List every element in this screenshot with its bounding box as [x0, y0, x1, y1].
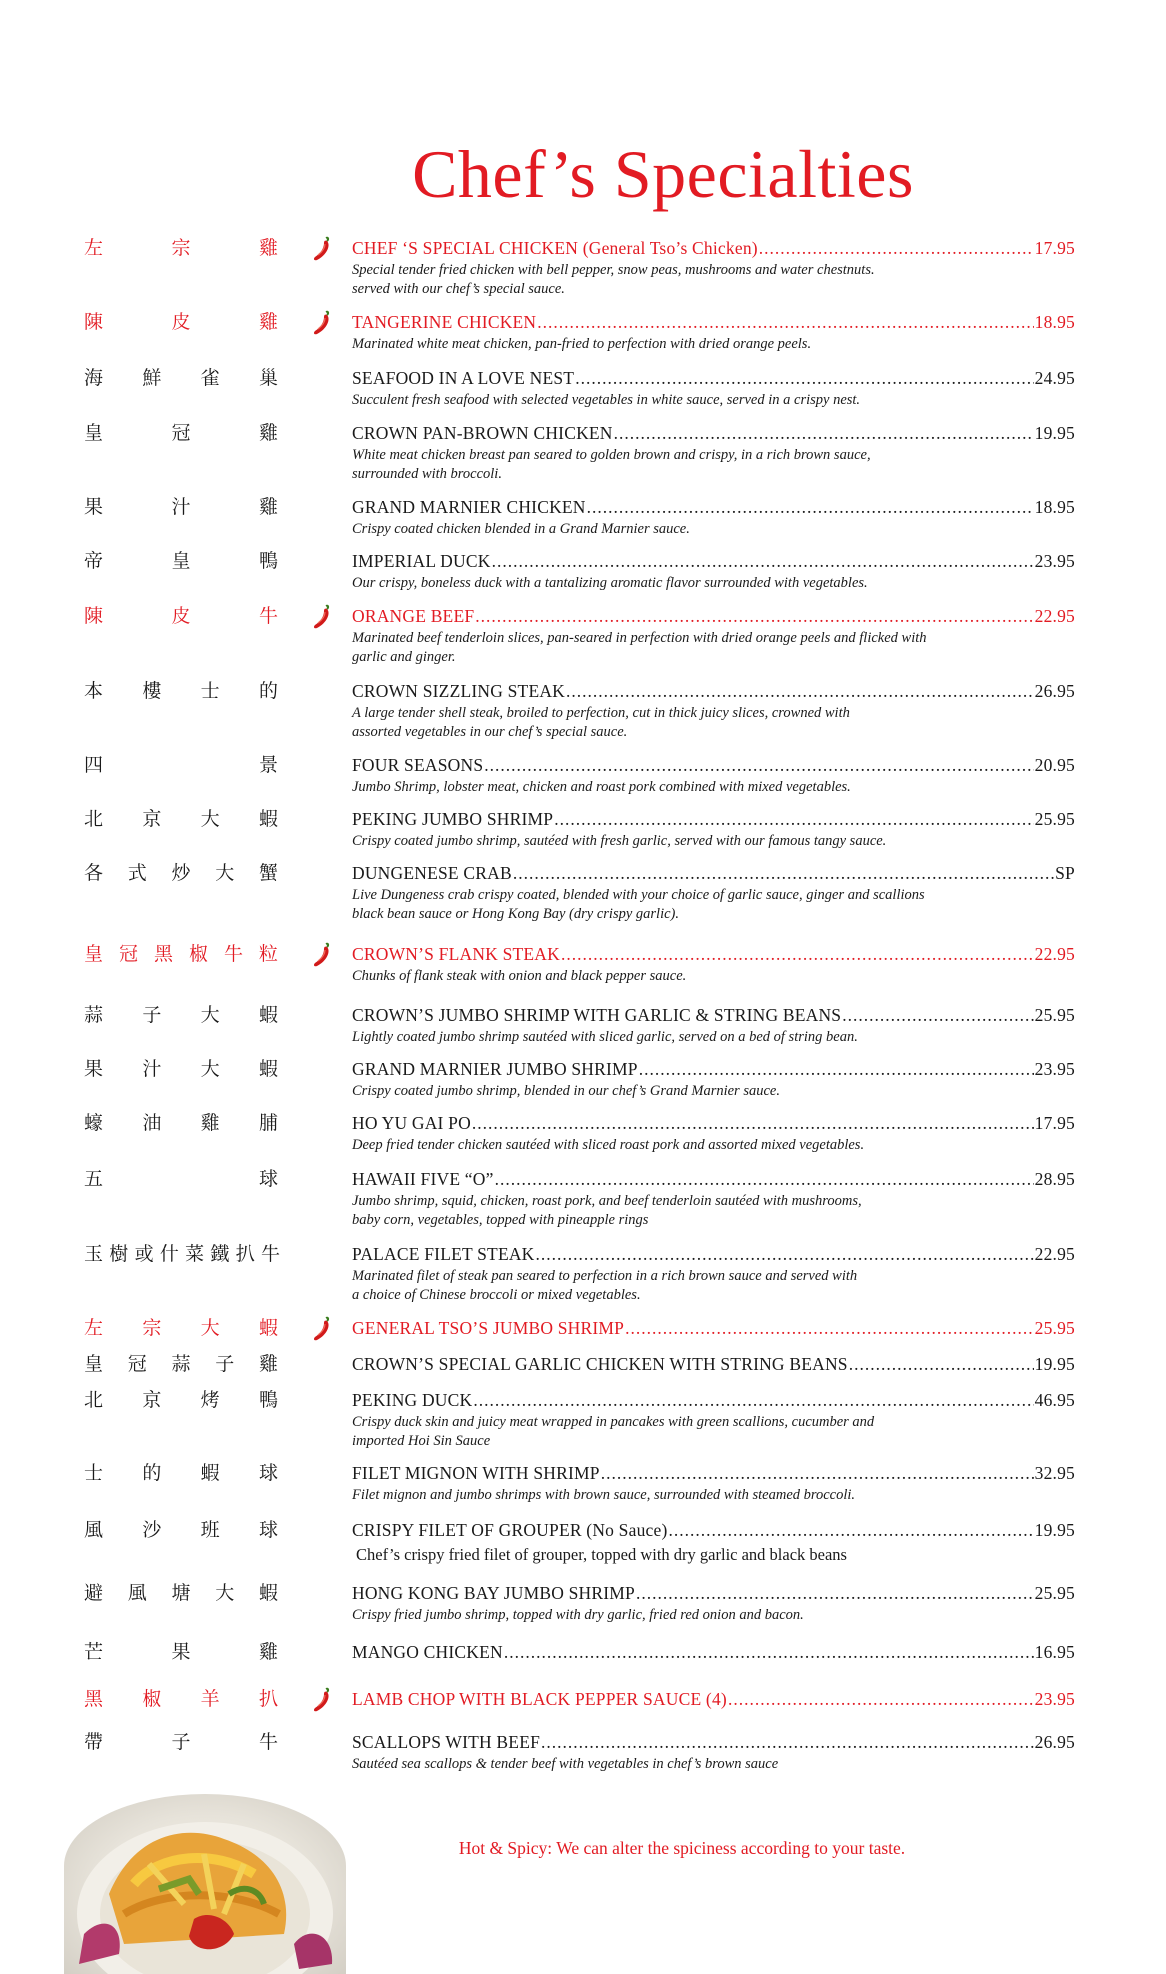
dish-name: DUNGENESE CRAB: [352, 863, 512, 883]
hot-pepper-icon: [311, 942, 333, 968]
chinese-name: [84, 942, 278, 966]
chinese-char: 大: [200, 808, 220, 830]
chinese-char: 扒: [235, 1243, 255, 1265]
dish-line: [352, 497, 1075, 518]
chinese-char: 大: [215, 862, 235, 884]
dish-description: Jumbo shrimp, squid, chicken, roast pork, and beef tenderloin sautéed with mushrooms, baby corn, vegetables, topped with pineapple rings: [352, 1193, 862, 1228]
chinese-char: 式: [127, 862, 147, 884]
dish-description: Lightly coated jumbo shrimp sautéed with sliced garlic, served on a bed of string bean.: [352, 1029, 858, 1045]
dot-leader: [728, 1689, 1034, 1710]
chinese-char: 球: [258, 1168, 278, 1190]
dish-line: [352, 368, 1075, 389]
chinese-name: [84, 1518, 278, 1542]
dish-price: 24.95: [1034, 368, 1075, 388]
chinese-char: 班: [200, 1519, 220, 1541]
chinese-char: 皇: [84, 1353, 104, 1375]
dish-description: A large tender shell steak, broiled to perfection, cut in thick juicy slices, crowned with assorted vegetables in our chef’s special sauce.: [352, 705, 850, 740]
chinese-char: 果: [84, 1058, 104, 1080]
chinese-char: 北: [84, 808, 104, 830]
chinese-char: 雞: [258, 1641, 278, 1663]
dish-name: CROWN’S FLANK STEAK: [352, 944, 560, 964]
chinese-char: 球: [258, 1519, 278, 1541]
dish-line: [352, 755, 1075, 776]
dot-leader: [601, 1463, 1034, 1484]
chinese-char: 京: [142, 1389, 162, 1411]
chinese-name: [84, 753, 278, 777]
dish-price: 25.95: [1034, 1583, 1075, 1603]
dish-description: Live Dungeness crab crispy coated, blended with your choice of garlic sauce, ginger and scallions black bean sauce or Hong Kong Bay (dry crispy garlic).: [352, 887, 925, 922]
chinese-name: [84, 366, 278, 390]
dish-line: [352, 1059, 1075, 1080]
dish-name: ORANGE BEEF: [352, 606, 475, 626]
chinese-char: 玉: [84, 1243, 104, 1265]
chinese-char: 鴨: [258, 550, 278, 572]
chinese-char: 雞: [258, 496, 278, 518]
chinese-name: [84, 1581, 278, 1605]
dish-name: LAMB CHOP WITH BLACK PEPPER SAUCE (4): [352, 1689, 727, 1709]
chinese-name: [84, 861, 278, 885]
chinese-name: [84, 1111, 278, 1135]
dot-leader: [587, 497, 1034, 518]
dish-description: Special tender fried chicken with bell pepper, snow peas, mushrooms and water chestnuts. served with our chef’s special sauce.: [352, 262, 875, 297]
chinese-char: 蒜: [171, 1353, 191, 1375]
chinese-char: 景: [258, 754, 278, 776]
chinese-char: 蒜: [84, 1004, 104, 1026]
chinese-char: 皮: [171, 605, 191, 627]
dish-price: 25.95: [1034, 1005, 1075, 1025]
dish-name: FILET MIGNON WITH SHRIMP: [352, 1463, 600, 1483]
dish-line: [352, 1354, 1075, 1375]
dish-price: 17.95: [1034, 1113, 1075, 1133]
dot-leader: [492, 551, 1034, 572]
dish-line: [352, 1463, 1075, 1484]
dot-leader: [639, 1059, 1034, 1080]
chinese-char: 或: [134, 1243, 154, 1265]
chinese-char: 五: [84, 1168, 104, 1190]
chinese-name: [84, 807, 278, 831]
chinese-char: 椒: [188, 943, 208, 965]
dish-price: 19.95: [1034, 423, 1075, 443]
dish-price: 26.95: [1034, 681, 1075, 701]
chinese-char: 鐵: [210, 1243, 230, 1265]
chinese-char: 大: [200, 1058, 220, 1080]
chinese-char: 雀: [200, 367, 220, 389]
chinese-char: 冠: [118, 943, 138, 965]
chinese-char: 京: [142, 808, 162, 830]
dot-leader: [842, 1005, 1033, 1026]
dish-price: 25.95: [1034, 1318, 1075, 1338]
dish-price: 22.95: [1034, 944, 1075, 964]
chinese-char: 椒: [142, 1688, 162, 1710]
chinese-char: 牛: [223, 943, 243, 965]
chinese-char: 冠: [171, 422, 191, 444]
dish-price: 22.95: [1034, 606, 1075, 626]
chinese-char: 沙: [142, 1519, 162, 1541]
dish-name: TANGERINE CHICKEN: [352, 312, 537, 332]
chinese-char: 汁: [142, 1058, 162, 1080]
dish-description: Chunks of flank steak with onion and black pepper sauce.: [352, 968, 687, 984]
hot-pepper-icon: [311, 310, 333, 336]
dish-price: 19.95: [1034, 1520, 1075, 1540]
dish-name: GRAND MARNIER JUMBO SHRIMP: [352, 1059, 638, 1079]
chinese-char: 蝦: [258, 1058, 278, 1080]
dish-line: [352, 1169, 1075, 1190]
chinese-name: [84, 604, 278, 628]
chinese-char: 塘: [171, 1582, 191, 1604]
chinese-char: 羊: [200, 1688, 220, 1710]
chinese-char: 冠: [127, 1353, 147, 1375]
dot-leader: [504, 1642, 1034, 1663]
chinese-name: [84, 236, 278, 260]
chinese-char: 蟹: [258, 862, 278, 884]
chinese-char: 鮮: [142, 367, 162, 389]
chinese-char: 皮: [171, 311, 191, 333]
dish-description: White meat chicken breast pan seared to golden brown and crispy, in a rich brown sauce, surrounded with broccoli.: [352, 447, 871, 482]
page-title: Chef’s Specialties: [412, 136, 914, 212]
dish-line: [352, 1520, 1075, 1541]
hot-pepper-icon: [311, 236, 333, 262]
chinese-name: [84, 1316, 278, 1340]
dish-price: 23.95: [1034, 1689, 1075, 1709]
dish-line: [352, 238, 1075, 259]
dot-leader: [473, 1390, 1033, 1411]
dish-name: PEKING JUMBO SHRIMP: [352, 809, 554, 829]
dish-name: HO YU GAI PO: [352, 1113, 471, 1133]
chinese-char: 樹: [109, 1243, 129, 1265]
chinese-char: 油: [142, 1112, 162, 1134]
chinese-char: 子: [142, 1004, 162, 1026]
chinese-char: 蝦: [258, 808, 278, 830]
dish-description: Marinated white meat chicken, pan-fried to perfection with dried orange peels.: [352, 336, 812, 352]
chinese-char: 子: [215, 1353, 235, 1375]
chinese-char: 牛: [258, 1731, 278, 1753]
dot-leader: [495, 1169, 1034, 1190]
chinese-char: 脯: [258, 1112, 278, 1134]
chinese-char: 皇: [171, 550, 191, 572]
chinese-char: 左: [84, 237, 104, 259]
dish-line: [352, 423, 1075, 444]
dot-leader: [759, 238, 1034, 259]
chinese-name: [84, 1057, 278, 1081]
chinese-char: 雞: [258, 422, 278, 444]
dot-leader: [536, 1244, 1034, 1265]
chinese-char: 子: [171, 1731, 191, 1753]
dish-name: CRISPY FILET OF GROUPER (No Sauce): [352, 1520, 668, 1540]
dish-description: Crispy fried jumbo shrimp, topped with dry garlic, fried red onion and bacon.: [352, 1607, 804, 1623]
chinese-name: [84, 1242, 280, 1266]
chinese-char: 雞: [258, 1353, 278, 1375]
chinese-char: 蝦: [258, 1004, 278, 1026]
chinese-char: 左: [84, 1317, 104, 1339]
chinese-char: 黑: [153, 943, 173, 965]
chinese-char: 皇: [84, 422, 104, 444]
dish-name: MANGO CHICKEN: [352, 1642, 503, 1662]
dish-price: 16.95: [1034, 1642, 1075, 1662]
dish-line: [352, 1244, 1075, 1265]
dish-line: [352, 681, 1075, 702]
dish-price: 18.95: [1034, 497, 1075, 517]
dish-description: Marinated filet of steak pan seared to perfection in a rich brown sauce and served with a choice of Chinese broccoli or mixed vegetables.: [352, 1268, 858, 1303]
dish-name: FOUR SEASONS: [352, 755, 484, 775]
dish-price: 23.95: [1034, 1059, 1075, 1079]
chinese-char: 雞: [258, 237, 278, 259]
chinese-char: 宗: [171, 237, 191, 259]
chinese-char: 烤: [200, 1389, 220, 1411]
chinese-char: 菜: [185, 1243, 205, 1265]
dish-name: GRAND MARNIER CHICKEN: [352, 497, 586, 517]
hot-pepper-icon: [311, 1316, 333, 1342]
dot-leader: [513, 863, 1054, 884]
chinese-name: [84, 421, 278, 445]
dot-leader: [484, 755, 1033, 776]
dot-leader: [636, 1583, 1034, 1604]
chinese-char: 大: [215, 1582, 235, 1604]
chinese-char: 的: [142, 1462, 162, 1484]
dish-name: CROWN’S SPECIAL GARLIC CHICKEN WITH STRING BEANS: [352, 1354, 848, 1374]
chinese-name: [84, 310, 278, 334]
chinese-char: 雞: [200, 1112, 220, 1134]
chinese-char: 蝦: [258, 1582, 278, 1604]
dish-line: [352, 809, 1075, 830]
spicy-note: Hot & Spicy: We can alter the spiciness according to your taste.: [458, 1838, 906, 1858]
chinese-char: 陳: [84, 605, 104, 627]
dish-description: Deep fried tender chicken sautéed with sliced roast pork and assorted mixed vegetables.: [352, 1137, 865, 1153]
chinese-char: 各: [84, 862, 104, 884]
chinese-char: 牛: [258, 605, 278, 627]
dish-photo: [64, 1794, 346, 1974]
chinese-char: 汁: [171, 496, 191, 518]
dish-line: [352, 1113, 1075, 1134]
chinese-char: 扒: [258, 1688, 278, 1710]
dish-name: GENERAL TSO’S JUMBO SHRIMP: [352, 1318, 625, 1338]
dish-price: 26.95: [1034, 1732, 1075, 1752]
dish-line: [352, 551, 1075, 572]
chinese-name: [84, 1167, 278, 1191]
chinese-char: 皇: [84, 943, 104, 965]
dot-leader: [472, 1113, 1034, 1134]
dish-line: [352, 863, 1075, 884]
dish-price: 23.95: [1034, 551, 1075, 571]
dish-description: Our crispy, boneless duck with a tantalizing aromatic flavor surrounded with vegetables.: [352, 575, 868, 591]
dish-price: 20.95: [1034, 755, 1075, 775]
dish-price: SP: [1055, 863, 1075, 883]
chinese-char: 蝦: [200, 1462, 220, 1484]
dish-name: PALACE FILET STEAK: [352, 1244, 535, 1264]
chinese-char: 炒: [171, 862, 191, 884]
dish-line: [352, 1689, 1075, 1710]
dish-price: 19.95: [1034, 1354, 1075, 1374]
dot-leader: [475, 606, 1033, 627]
chinese-name: [84, 1003, 278, 1027]
chinese-char: 本: [84, 680, 104, 702]
dish-line: [352, 1390, 1075, 1411]
dish-line: [352, 1642, 1075, 1663]
dish-line: [352, 1005, 1075, 1026]
dish-price: 22.95: [1034, 1244, 1075, 1264]
chinese-char: 樓: [142, 680, 162, 702]
chinese-char: 果: [84, 496, 104, 518]
dish-line: [352, 1318, 1075, 1339]
dish-price: 25.95: [1034, 809, 1075, 829]
chinese-name: [84, 1388, 278, 1412]
chinese-name: [84, 495, 278, 519]
dish-name: CROWN PAN-BROWN CHICKEN: [352, 423, 613, 443]
dish-price: 32.95: [1034, 1463, 1075, 1483]
chinese-char: 巢: [258, 367, 278, 389]
dish-name: IMPERIAL DUCK: [352, 551, 491, 571]
dish-name: HONG KONG BAY JUMBO SHRIMP: [352, 1583, 635, 1603]
chinese-name: [84, 1461, 278, 1485]
chinese-char: 蠔: [84, 1112, 104, 1134]
dish-description: Chef’s crispy fried filet of grouper, topped with dry garlic and black beans: [356, 1545, 847, 1564]
chinese-name: [84, 1730, 278, 1754]
dish-description: Succulent fresh seafood with selected vegetables in white sauce, served in a crispy nest.: [352, 392, 861, 408]
chinese-char: 黑: [84, 1688, 104, 1710]
dish-price: 46.95: [1034, 1390, 1075, 1410]
chinese-name: [84, 1640, 278, 1664]
chinese-char: 士: [84, 1462, 104, 1484]
chinese-char: 蝦: [258, 1317, 278, 1339]
chinese-char: 海: [84, 367, 104, 389]
dot-leader: [554, 809, 1033, 830]
chinese-name: [84, 1687, 278, 1711]
dish-line: [352, 312, 1075, 333]
dot-leader: [566, 681, 1034, 702]
dish-description: Crispy duck skin and juicy meat wrapped in pancakes with green scallions, cucumber and imported Hoi Sin Sauce: [352, 1414, 875, 1449]
chinese-name: [84, 549, 278, 573]
chinese-char: 風: [84, 1519, 104, 1541]
dish-description: Crispy coated jumbo shrimp, sautéed with fresh garlic, served with our famous tangy sauce.: [352, 833, 887, 849]
chinese-char: 粒: [258, 943, 278, 965]
dish-description: Jumbo Shrimp, lobster meat, chicken and roast pork combined with mixed vegetables.: [352, 779, 851, 795]
dish-price: 17.95: [1034, 238, 1075, 258]
dish-line: [352, 1583, 1075, 1604]
chinese-char: 球: [258, 1462, 278, 1484]
dish-description: Filet mignon and jumbo shrimps with brown sauce, surrounded with steamed broccoli.: [352, 1487, 856, 1503]
dish-name: HAWAII FIVE “O”: [352, 1169, 494, 1189]
chinese-name: [84, 1352, 278, 1376]
chinese-char: 避: [84, 1582, 104, 1604]
dot-leader: [669, 1520, 1034, 1541]
dish-name: CROWN’S JUMBO SHRIMP WITH GARLIC & STRING BEANS: [352, 1005, 842, 1025]
chinese-char: 牛: [260, 1243, 280, 1265]
dish-description: Crispy coated jumbo shrimp, blended in our chef’s Grand Marnier sauce.: [352, 1083, 780, 1099]
chinese-char: 什: [159, 1243, 179, 1265]
chinese-char: 四: [84, 754, 104, 776]
chinese-char: 果: [171, 1641, 191, 1663]
chinese-char: 帝: [84, 550, 104, 572]
dish-line: [352, 1732, 1075, 1753]
chinese-char: 帶: [84, 1731, 104, 1753]
chinese-char: 風: [127, 1582, 147, 1604]
dish-price: 28.95: [1034, 1169, 1075, 1189]
dot-leader: [537, 312, 1033, 333]
dot-leader: [614, 423, 1034, 444]
chinese-char: 大: [200, 1317, 220, 1339]
dish-name: SEAFOOD IN A LOVE NEST: [352, 368, 575, 388]
dish-name: CHEF ‘S SPECIAL CHICKEN (General Tso’s Chicken): [352, 238, 758, 258]
dot-leader: [541, 1732, 1034, 1753]
hot-pepper-icon: [311, 1687, 333, 1713]
chinese-char: 的: [258, 680, 278, 702]
chinese-char: 芒: [84, 1641, 104, 1663]
chinese-char: 士: [200, 680, 220, 702]
chinese-char: 大: [200, 1004, 220, 1026]
dot-leader: [575, 368, 1033, 389]
dish-price: 18.95: [1034, 312, 1075, 332]
dish-description: Crispy coated chicken blended in a Grand Marnier sauce.: [352, 521, 690, 537]
dish-description: Sautéed sea scallops & tender beef with vegetables in chef’s brown sauce: [352, 1756, 779, 1772]
chinese-char: 北: [84, 1389, 104, 1411]
chinese-char: 鴨: [258, 1389, 278, 1411]
dish-name: SCALLOPS WITH BEEF: [352, 1732, 541, 1752]
dish-name: PEKING DUCK: [352, 1390, 473, 1410]
dot-leader: [561, 944, 1034, 965]
chinese-name: [84, 679, 278, 703]
chinese-char: 雞: [258, 311, 278, 333]
chinese-char: 陳: [84, 311, 104, 333]
dot-leader: [849, 1354, 1034, 1375]
dish-description: Marinated beef tenderloin slices, pan-seared in perfection with dried orange peels and flicked with garlic and ginger.: [352, 630, 927, 665]
dish-name: CROWN SIZZLING STEAK: [352, 681, 566, 701]
hot-pepper-icon: [311, 604, 333, 630]
dish-line: [352, 944, 1075, 965]
dish-illustration: [64, 1794, 346, 1974]
chinese-char: 宗: [142, 1317, 162, 1339]
dot-leader: [625, 1318, 1034, 1339]
dish-line: [352, 606, 1075, 627]
